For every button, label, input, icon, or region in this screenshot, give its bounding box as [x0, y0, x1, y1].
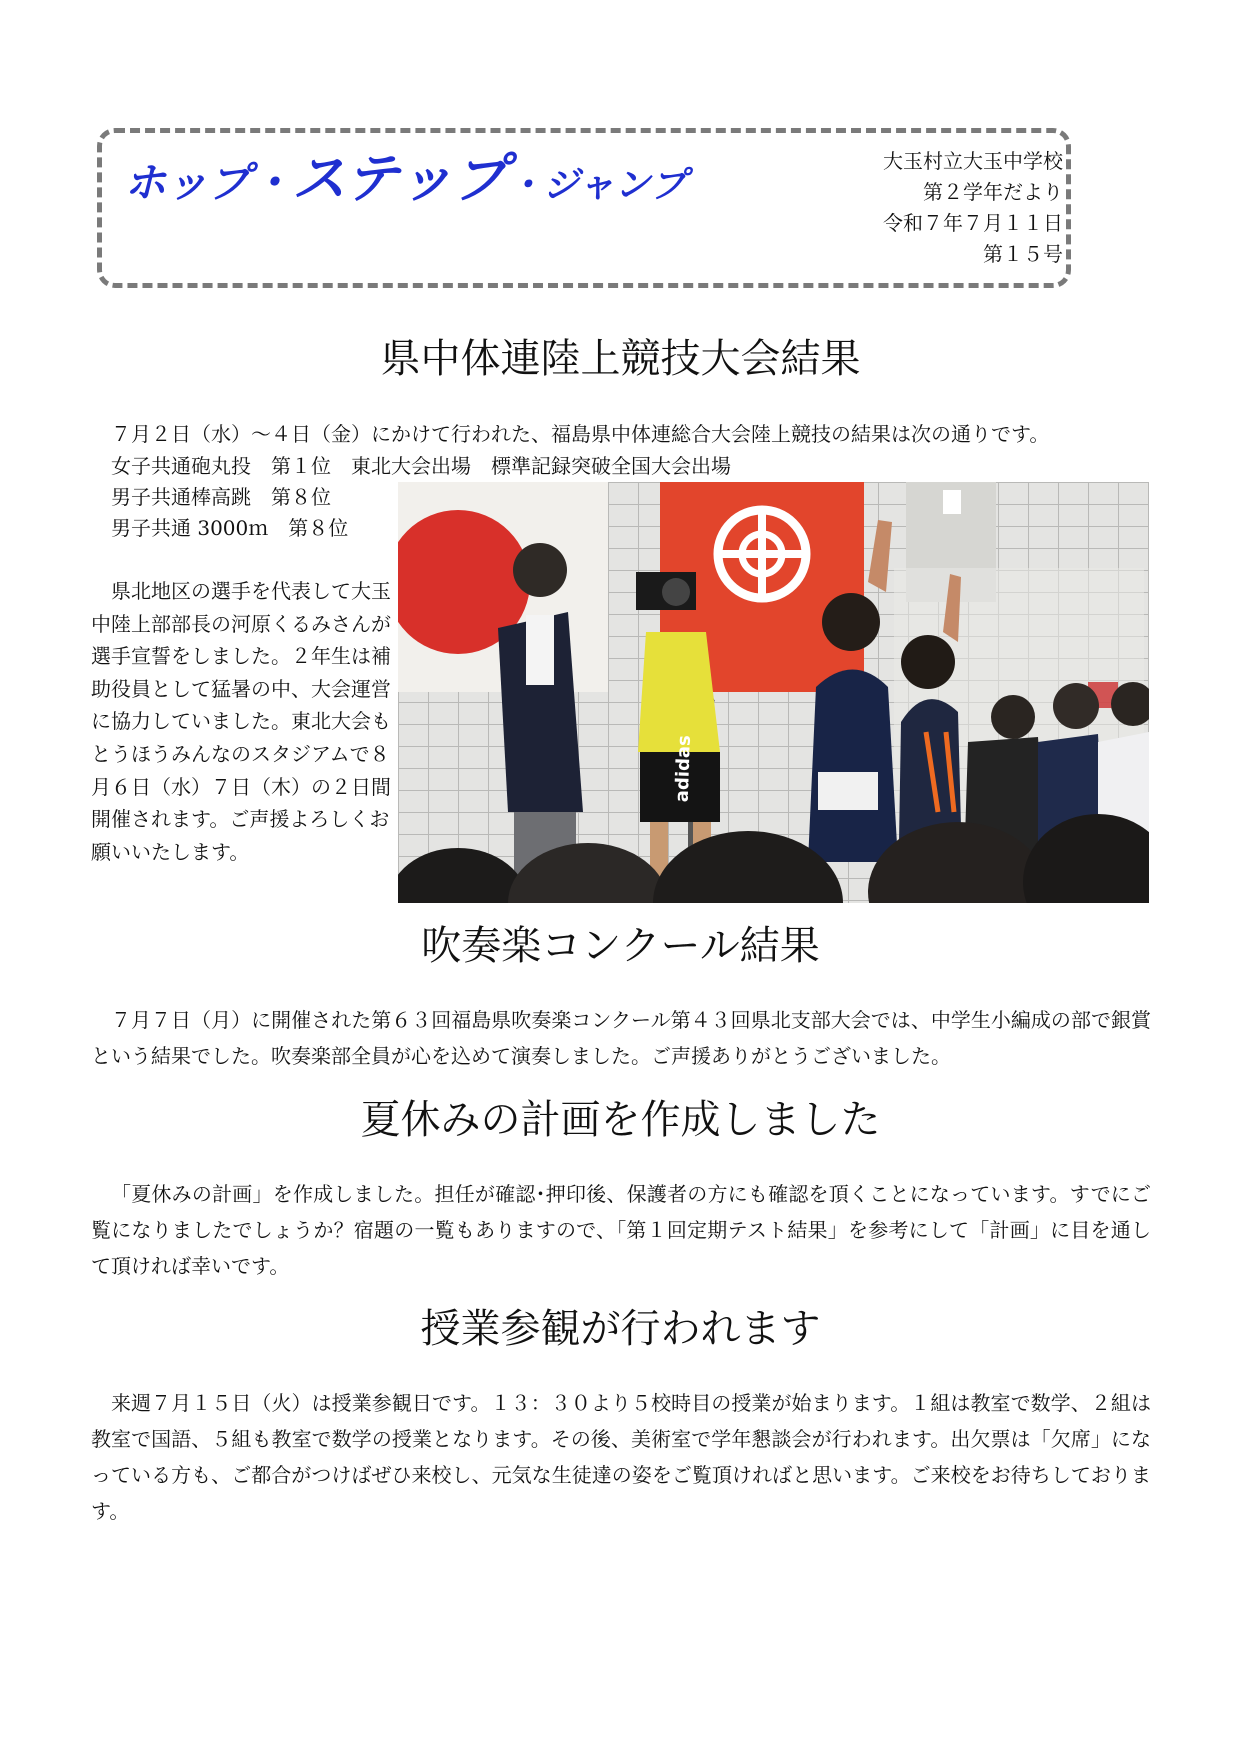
section-title-brass: 吹奏楽コンクール結果: [421, 923, 820, 969]
summer-body: 「夏休みの計画」を作成しました。担任が確認･押印後、保護者の方にも確認を頂くことになっています。すでにご覧になりましたでしょうか？宿題の一覧もありますので、「第１回定期テスト結果」を参考にして「計画」に目を通して頂ければ幸いです。: [91, 1182, 1151, 1278]
track-result-2: 男子共通棒高跳 第８位: [111, 485, 331, 509]
track-intro: ７月２日（水）～４日（金）にかけて行われた、福島県中体連総合大会陸上競技の結果は次の通りです。: [111, 422, 1050, 446]
brass-body: ７月７日（月）に開催された第６３回福島県吹奏楽コンクール第４３回県北支部大会では、中学生小編成の部で銀賞という結果でした。吹奏楽部全員が心を込めて演奏しました。ご声援ありがとうございました。: [91, 1008, 1151, 1068]
grade-letter: 第２学年だより: [923, 180, 1063, 204]
track-meet-photo: [398, 482, 1149, 903]
issue-info: [883, 146, 1063, 270]
shirt-brand-text: adidas: [671, 734, 695, 803]
section-title-track: 県中体連陸上競技大会結果: [380, 336, 861, 382]
title-part-jump: ・ジャンプ: [506, 165, 687, 206]
track-result-3: 男子共通 3000ｍ 第８位: [111, 516, 349, 540]
title-part-step: ステップ: [292, 147, 507, 210]
title-part-hop: ホップ・: [124, 158, 293, 207]
track-body: 県北地区の選手を代表して大玉中陸上部部長の河原くるみさんが選手宣誓をしました。２年生は補助役員として猛暑の中、大会運営に協力していました。東北大会もとうほうみんなのスタジアムで８月６日（水）７日（木）の２日間開催されます。ご声援よろしくお願いいたします。: [91, 579, 391, 864]
newsletter-title: [124, 147, 687, 210]
photographer-figure: [638, 632, 720, 752]
track-result-1: 女子共通砲丸投 第１位 東北大会出場 標準記録突破全国大会出場: [111, 454, 731, 478]
issue-date: 令和７年７月１１日: [883, 211, 1063, 235]
photo-illustration: [398, 482, 1149, 903]
section-title-visit: 授業参観が行われます: [420, 1306, 821, 1352]
section-title-summer: 夏休みの計画を作成しました: [360, 1097, 881, 1143]
visit-body: 来週７月１５日（火）は授業参観日です。１３：３０より５校時目の授業が始まります。１組は教室で数学、２組は教室で国語、５組も教室で数学の授業となります。その後、美術室で学年懇談会が行われます。出欠票は「欠席」になっている方も、ご都合がつけばぜひ来校し、元気な生徒達の姿をご覧頂ければと思います。ご来校をお待ちしております。: [91, 1391, 1151, 1523]
issue-number: 第１５号: [983, 242, 1063, 266]
school-name: 大玉村立大玉中学校: [883, 149, 1063, 173]
athlete-1: [808, 670, 898, 863]
